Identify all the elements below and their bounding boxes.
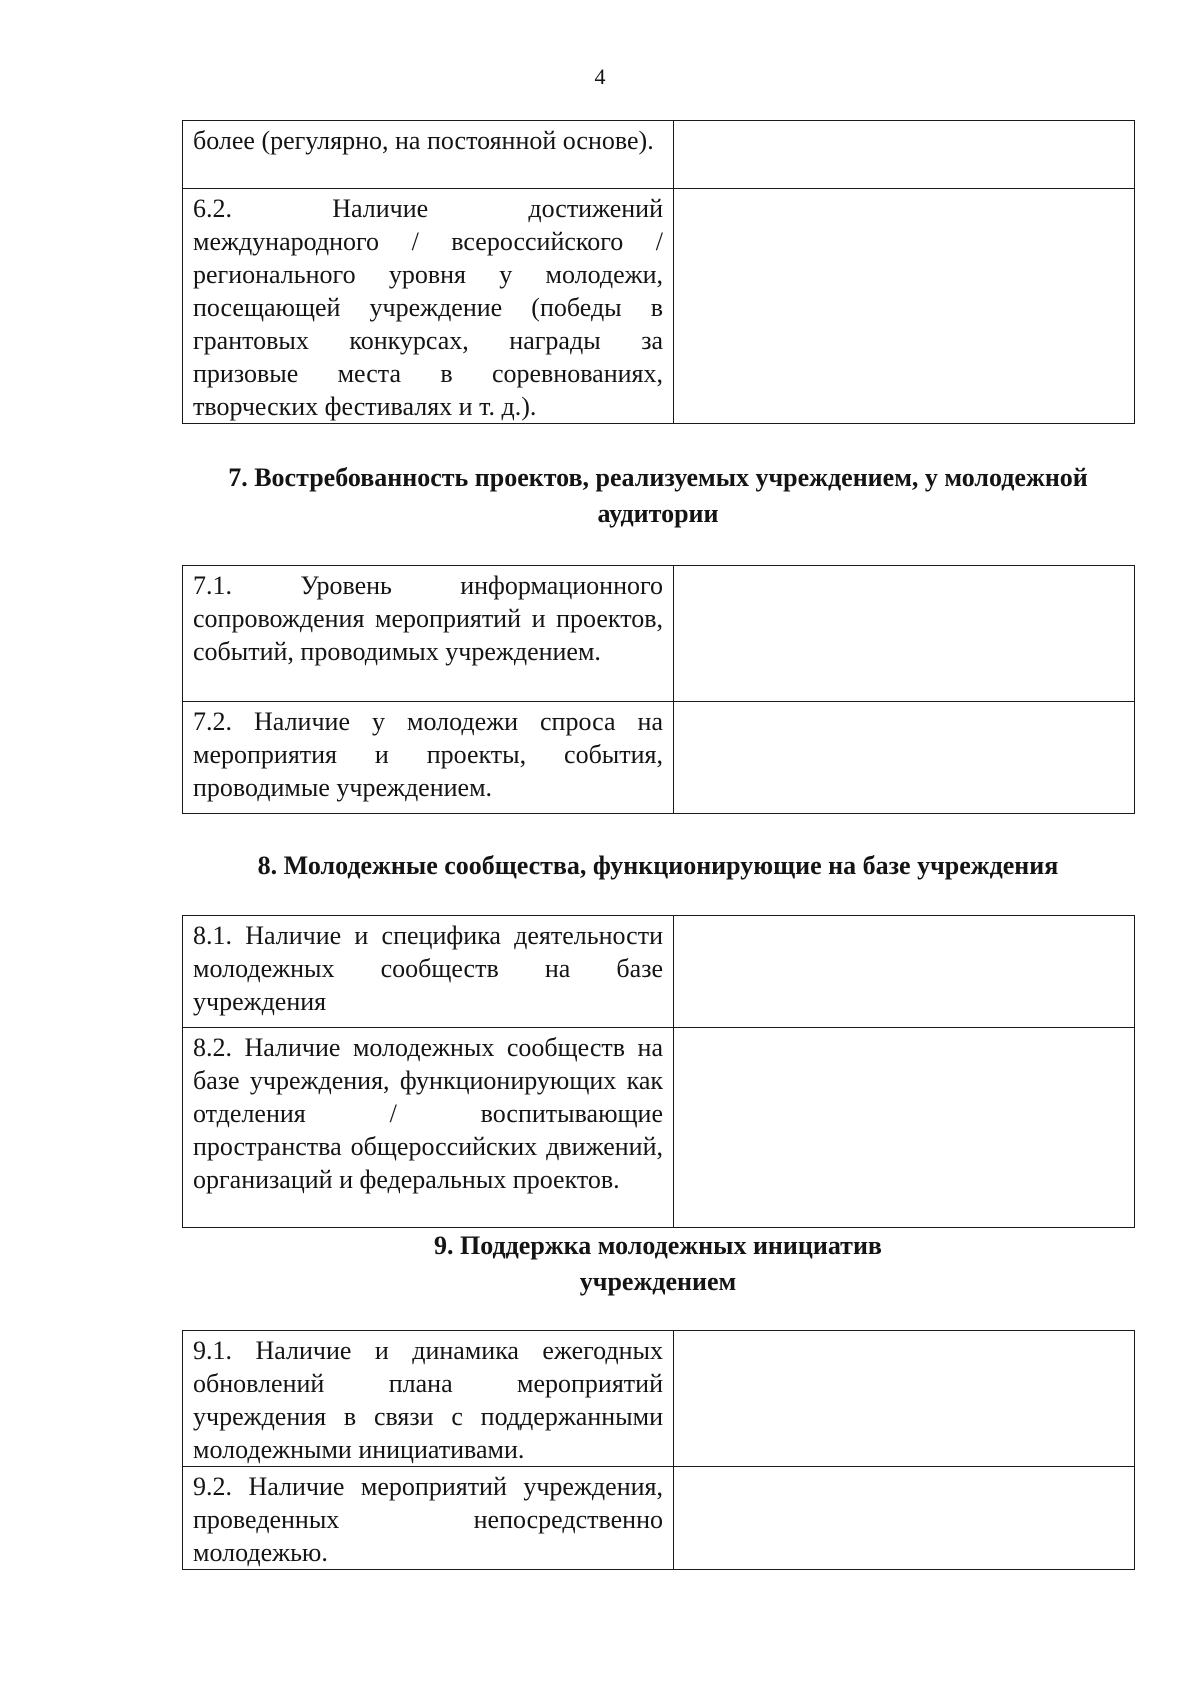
section-heading-7-line1: 7. Востребованность проектов, реализуемых учреждением, у молодежной — [228, 463, 1088, 492]
criterion-label-9-1: 9.1. Наличие и динамика ежегодных обновлений плана мероприятий учреждения в связи с поддержанными молодежными инициативами. — [183, 1331, 674, 1467]
criterion-label-7-1: 7.1. Уровень информационного сопровождения мероприятий и проектов, событий, проводимых учреждением. — [183, 566, 674, 702]
table-row — [183, 1331, 1135, 1467]
table-row — [183, 1028, 1135, 1228]
table-row — [183, 121, 1135, 189]
section-heading-8 — [170, 848, 1146, 884]
section-heading-7-line2: аудитории — [597, 499, 719, 528]
criterion-value-cell — [674, 702, 1135, 814]
criterion-value-cell — [674, 1467, 1135, 1570]
table-row — [183, 916, 1135, 1028]
criteria-table-8 — [182, 915, 1135, 1228]
criterion-value-cell — [674, 1331, 1135, 1467]
section-heading-9 — [170, 1228, 1146, 1300]
criterion-value-cell — [674, 121, 1135, 189]
criterion-value-cell — [674, 566, 1135, 702]
table-row — [183, 566, 1135, 702]
table-row — [183, 1467, 1135, 1570]
page-number: 4 — [594, 64, 606, 89]
criterion-label-8-2: 8.2. Наличие молодежных сообществ на базе учреждения, функционирующих как отделения / воспитывающие пространства общероссийских движений, организаций и федеральных проектов. — [183, 1028, 674, 1228]
criterion-value-cell — [674, 1028, 1135, 1228]
section-heading-7 — [170, 460, 1146, 532]
table-row — [183, 189, 1135, 424]
criterion-label-6-1-end: более (регулярно, на постоянной основе). — [183, 121, 674, 189]
criterion-label-8-1: 8.1. Наличие и специфика деятельности молодежных сообществ на базе учреждения — [183, 916, 674, 1028]
criteria-table-9 — [182, 1330, 1135, 1570]
criterion-label-6-2: 6.2. Наличие достижений международного / всероссийского / регионального уровня у молодежи, посещающей учреждение (победы в грантовых конкурсах, награды за призовые места в соревнованиях, творческих фестивалях и т. д.). — [183, 189, 674, 424]
section-heading-8-line1: 8. Молодежные сообщества, функционирующие на базе учреждения — [257, 851, 1059, 880]
criterion-label-9-2: 9.2. Наличие мероприятий учреждения, проведенных непосредственно молодежью. — [183, 1467, 674, 1570]
criterion-label-7-2: 7.2. Наличие у молодежи спроса на мероприятия и проекты, события, проводимые учреждением. — [183, 702, 674, 814]
section-heading-9-line1: 9. Поддержка молодежных инициатив — [434, 1231, 882, 1260]
criteria-table-7 — [182, 565, 1135, 814]
criterion-value-cell — [674, 189, 1135, 424]
criterion-value-cell — [674, 916, 1135, 1028]
criteria-table-6 — [182, 120, 1135, 424]
table-row — [183, 702, 1135, 814]
section-heading-9-line2: учреждением — [579, 1267, 737, 1296]
